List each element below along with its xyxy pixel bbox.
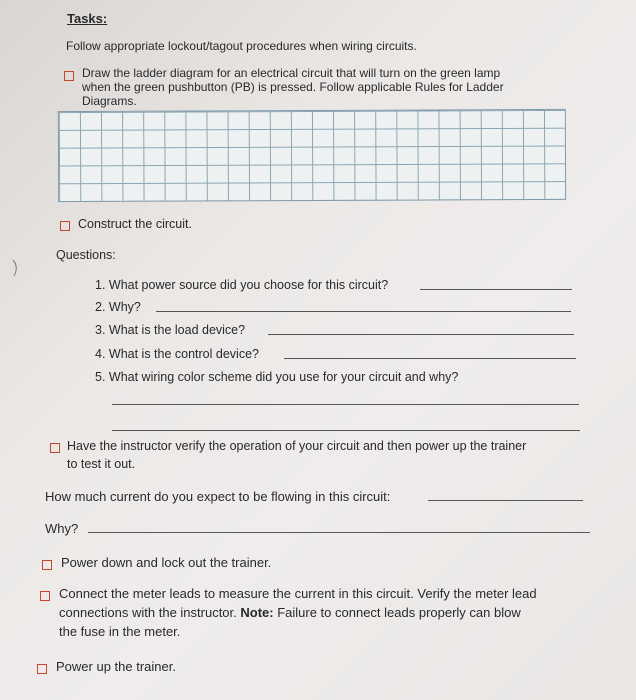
task1-checkbox[interactable] bbox=[64, 71, 74, 81]
tasks-heading: Tasks: bbox=[67, 11, 108, 26]
task2-checkbox[interactable] bbox=[60, 221, 70, 231]
answer-line-2[interactable] bbox=[156, 311, 571, 312]
margin-pen-mark bbox=[10, 258, 22, 278]
answer-line-5a[interactable] bbox=[112, 404, 579, 405]
current-question: How much current do you expect to be flowing in this circuit: bbox=[45, 489, 391, 504]
why-answer-line[interactable] bbox=[88, 532, 590, 533]
question-5: 5. What wiring color scheme did you use for your circuit and why? bbox=[95, 370, 459, 384]
why-label: Why? bbox=[45, 521, 79, 536]
task5-line3: the fuse in the meter. bbox=[59, 624, 181, 639]
task3-line2: to test it out. bbox=[67, 457, 136, 471]
task4-checkbox[interactable] bbox=[42, 560, 52, 570]
answer-line-4[interactable] bbox=[284, 358, 576, 359]
task5-line1: Connect the meter leads to measure the current in this circuit. Verify the meter lead bbox=[59, 586, 537, 601]
task5-checkbox[interactable] bbox=[40, 591, 50, 601]
question-1: 1. What power source did you choose for this circuit? bbox=[95, 278, 389, 292]
task6-text: Power up the trainer. bbox=[56, 659, 176, 674]
task1-line3: Diagrams. bbox=[82, 94, 137, 108]
task2-text: Construct the circuit. bbox=[78, 217, 192, 231]
question-2: 2. Why? bbox=[95, 300, 141, 314]
answer-line-3[interactable] bbox=[268, 334, 574, 335]
task5-line2-post: Failure to connect leads properly can blow bbox=[273, 605, 521, 620]
task4-text: Power down and lock out the trainer. bbox=[61, 555, 272, 570]
task3-line1: Have the instructor verify the operation of your circuit and then power up the trainer bbox=[67, 439, 527, 453]
task1-line2: when the green pushbutton (PB) is pressed. Follow applicable Rules for Ladder bbox=[82, 80, 504, 94]
questions-label: Questions: bbox=[56, 248, 116, 262]
task6-checkbox[interactable] bbox=[37, 664, 47, 674]
task1-line1: Draw the ladder diagram for an electrical circuit that will turn on the green lamp bbox=[82, 66, 501, 80]
answer-line-5b[interactable] bbox=[112, 430, 580, 431]
task3-checkbox[interactable] bbox=[50, 443, 60, 453]
question-3: 3. What is the load device? bbox=[95, 323, 246, 337]
intro-text: Follow appropriate lockout/tagout procedures when wiring circuits. bbox=[66, 39, 417, 53]
task5-line2 bbox=[59, 604, 521, 621]
ladder-diagram-grid[interactable] bbox=[58, 109, 566, 202]
task5-line2-pre: connections with the instructor. bbox=[59, 605, 241, 620]
question-4: 4. What is the control device? bbox=[95, 347, 259, 361]
task5-note-label: Note: bbox=[240, 605, 274, 620]
current-answer-line[interactable] bbox=[428, 500, 583, 501]
answer-line-1[interactable] bbox=[420, 289, 572, 290]
